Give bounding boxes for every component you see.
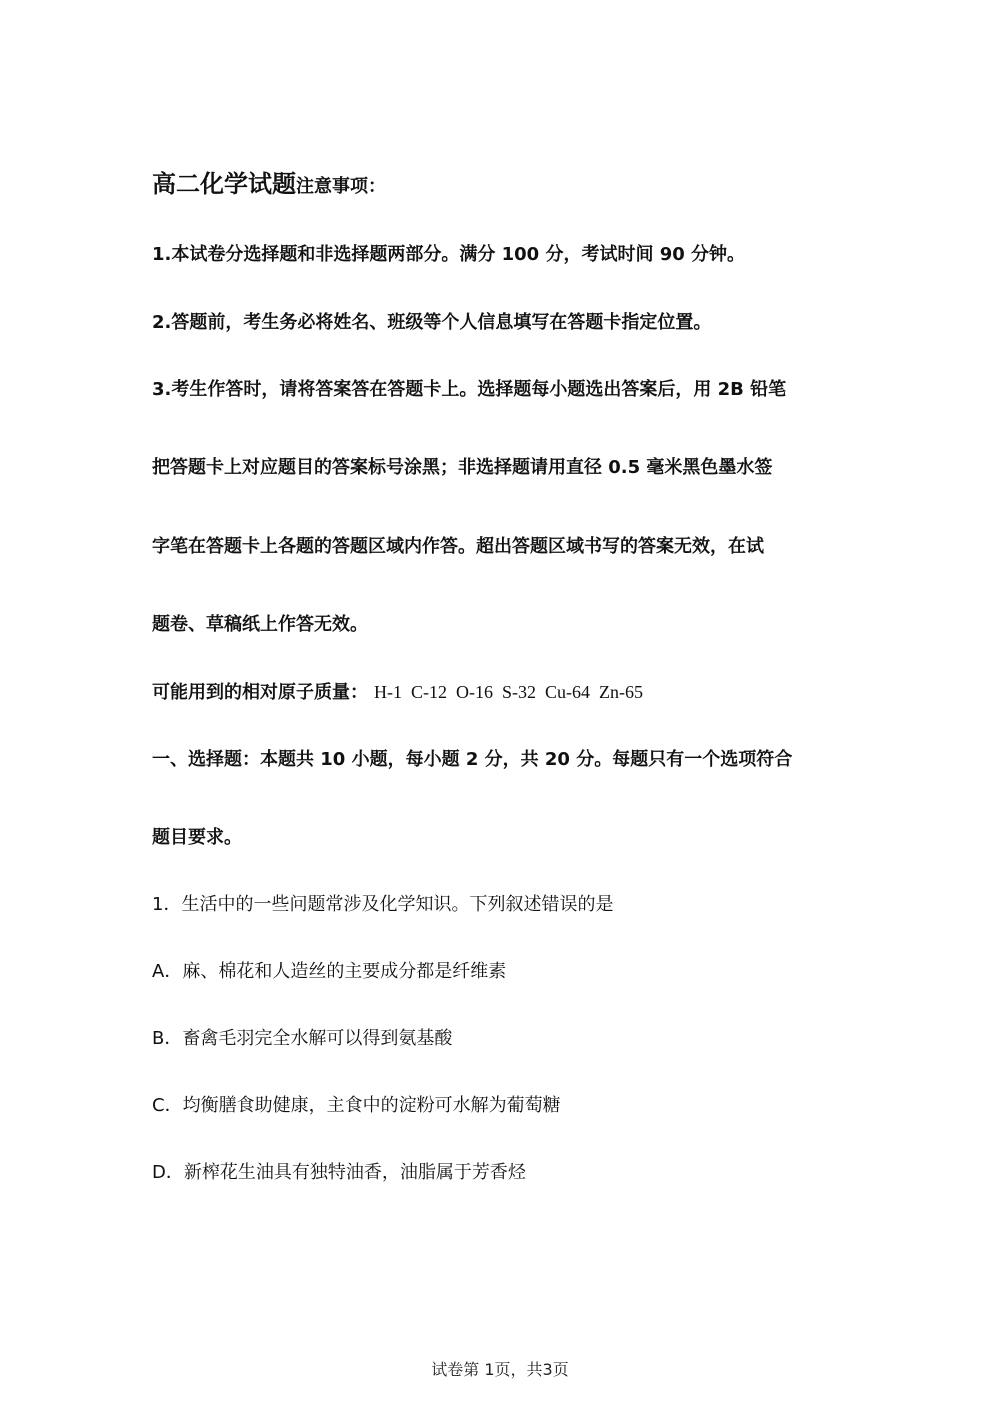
question-1-option-d: D．新榨花生油具有独特油香，油脂属于芳香烃 (152, 1162, 526, 1183)
section1-heading-line2: 题目要求。 (152, 827, 242, 848)
notice-line-4: 把答题卡上对应题目的答案标号涂黑；非选择题请用直径 0.5 毫米黑色墨水签 (152, 457, 773, 478)
title-line (152, 172, 386, 196)
question-1-option-a: A．麻、棉花和人造丝的主要成分都是纤维素 (152, 961, 507, 982)
page-footer: 试卷第 1页，共3页 (431, 1360, 569, 1379)
question-1-stem: 1．生活中的一些问题常涉及化学知识。下列叙述错误的是 (152, 894, 614, 915)
exam-title: 高二化学试题 (152, 170, 296, 198)
notice-line-1: 1.本试卷分选择题和非选择题两部分。满分 100 分，考试时间 90 分钟。 (152, 244, 746, 265)
section1-heading-line1: 一、选择题：本题共 10 小题，每小题 2 分，共 20 分。每题只有一个选项符合 (152, 749, 793, 770)
question-1-option-b: B．畜禽毛羽完全水解可以得到氨基酸 (152, 1028, 453, 1049)
notice-line-5: 字笔在答题卡上各题的答题区域内作答。超出答题区域书写的答案无效，在试 (152, 536, 764, 557)
question-1-option-c: C．均衡膳食助健康，主食中的淀粉可水解为葡萄糖 (152, 1095, 561, 1116)
atomic-mass-label: 可能用到的相对原子质量： (152, 682, 368, 703)
atomic-mass-values: H-1 C-12 O-16 S-32 Cu-64 Zn-65 (374, 682, 643, 702)
notice-line-6: 题卷、草稿纸上作答无效。 (152, 614, 368, 635)
notice-line-3: 3.考生作答时，请将答案答在答题卡上。选择题每小题选出答案后，用 2B 铅笔 (152, 379, 787, 400)
notice-heading: 注意事项： (296, 176, 386, 197)
notice-line-2: 2.答题前，考生务必将姓名、班级等个人信息填写在答题卡指定位置。 (152, 312, 712, 333)
atomic-mass-line (152, 683, 643, 702)
